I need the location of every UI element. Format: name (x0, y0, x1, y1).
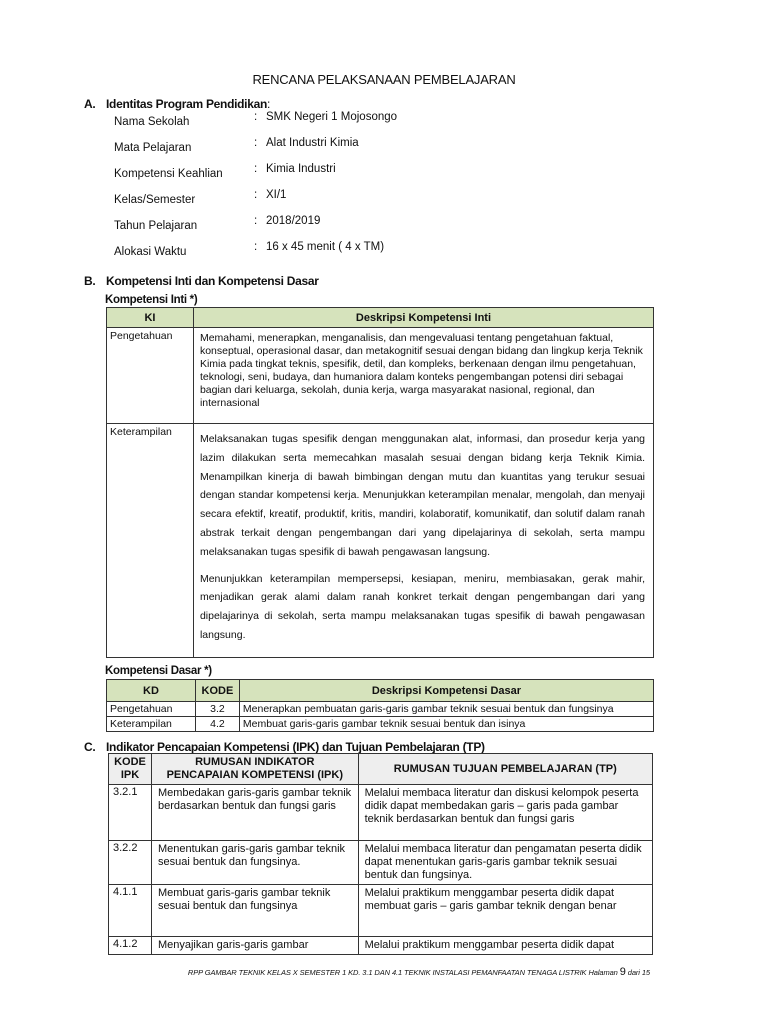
ipk-header-tp: RUMUSAN TUJUAN PEMBELAJARAN (TP) (358, 754, 652, 785)
section-b-number: B. (84, 274, 96, 288)
identity-colon: : (254, 241, 258, 253)
ki-cell: Keterampilan (107, 424, 194, 658)
table-row (109, 841, 653, 885)
ipk-header-kode (109, 754, 152, 785)
identity-colon: : (254, 163, 258, 175)
footer-text: RPP GAMBAR TEKNIK KELAS X SEMESTER 1 KD. 3.1 DAN 4.1 TEKNIK INSTALASI PEMANFAATAN TENAGA LISTRIK (187, 968, 587, 977)
kd-label: Kompetensi Dasar *) (105, 665, 212, 677)
footer-page-number: 9 (619, 966, 626, 978)
identity-colon: : (254, 215, 258, 227)
section-a-heading (84, 97, 270, 111)
ki-header-ki: KI (107, 308, 194, 328)
kd-desc-cell: Membuat garis-garis gambar teknik sesuai bentuk dan isinya (239, 717, 653, 732)
identity-row (114, 189, 614, 207)
identity-value: 16 x 45 menit ( 4 x TM) (266, 241, 385, 253)
identity-label: Nama Sekolah (114, 116, 190, 128)
tp-cell: Melalui membaca literatur dan pengamatan peserta didik dapat menentukan garis-garis gambar teknik sesuai bentuk dan fungsinya. (358, 841, 652, 885)
ipk-cell: Menyajikan garis-garis gambar (151, 937, 358, 955)
identity-row (114, 215, 614, 233)
tp-cell: Melalui praktikum menggambar peserta didik dapat (358, 937, 652, 955)
identity-value: Alat Industri Kimia (266, 137, 359, 149)
identity-row (114, 111, 614, 129)
ipk-header-kode-line: IPK (120, 769, 140, 781)
kd-table (106, 679, 654, 732)
kd-desc-cell: Menerapkan pembuatan garis-garis gambar teknik sesuai bentuk dan fungsinya (239, 702, 653, 717)
ipk-header-ipk-line: RUMUSAN INDIKATOR (195, 756, 315, 768)
section-b-title: Kompetensi Inti dan Kompetensi Dasar (106, 274, 319, 288)
ki-header-desc: Deskripsi Kompetensi Inti (193, 308, 653, 328)
section-b-heading (84, 274, 319, 288)
identity-label: Tahun Pelajaran (114, 220, 198, 232)
kd-cell: Keterampilan (107, 717, 196, 732)
ipk-kode-cell: 4.1.2 (109, 937, 152, 955)
kd-header-kd: KD (107, 680, 196, 702)
table-row (109, 937, 653, 955)
section-a-colon: : (266, 97, 271, 111)
identity-row (114, 241, 614, 259)
table-row (107, 424, 654, 658)
kd-header-kode: KODE (195, 680, 239, 702)
identity-value: 2018/2019 (266, 215, 321, 227)
section-c-title: Indikator Pencapaian Kompetensi (IPK) dan Tujuan Pembelajaran (TP) (106, 740, 485, 754)
ipk-table (108, 753, 653, 955)
section-c-heading (84, 740, 485, 754)
tp-cell: Melalui praktikum menggambar peserta didik dapat membuat garis – garis gambar teknik dengan benar (358, 885, 652, 937)
ipk-header-kode-line: KODE (114, 756, 146, 768)
table-row (107, 717, 654, 732)
identity-row (114, 137, 614, 155)
ipk-kode-cell: 3.2.2 (109, 841, 152, 885)
ki-label: Kompetensi Inti *) (105, 294, 198, 306)
page-footer (0, 966, 650, 978)
identity-value: XI/1 (266, 189, 287, 201)
section-a-title: Identitas Program Pendidikan (106, 97, 267, 111)
footer-halaman: Halaman (588, 968, 618, 977)
identity-colon: : (254, 137, 258, 149)
ki-desc-paragraph: Menunjukkan keterampilan mempersepsi, kesiapan, meniru, membiasakan, gerak mahir, menjadikan gerak alami dalam ranah konkret terkait dengan pengembangan dari yang dipelajarinya di sekolah, serta mampu melaksanakan tugas spesifik di bawah pengawasan langsung. (199, 572, 645, 641)
footer-total: dari 15 (627, 968, 650, 977)
document-title: RENCANA PELAKSANAAN PEMBELAJARAN (252, 72, 516, 87)
ipk-cell: Membuat garis-garis gambar teknik sesuai bentuk dan fungsinya (151, 885, 358, 937)
kd-kode-cell: 4.2 (195, 717, 239, 732)
ki-desc-cell: Memahami, menerapkan, menganalisis, dan mengevaluasi tentang pengetahuan faktual, konseptual, operasional dasar, dan metakognitif sesuai dengan bidang dan lingkup kerja Teknik Kimia pada tingkat teknis, spesifik, detil, dan kompleks, berkenaan dengan ilmu pengetahuan, teknologi, seni, budaya, dan humaniora dalam konteks pengembangan potensi diri sebagai bagian dari keluarga, sekolah, dunia kerja, warga masyarakat nasional, regional, dan internasional (193, 328, 653, 424)
ipk-kode-cell: 4.1.1 (109, 885, 152, 937)
ipk-header-ipk (151, 754, 358, 785)
section-a-number: A. (84, 97, 96, 111)
table-row (107, 328, 654, 424)
ki-desc-paragraph: Melaksanakan tugas spesifik dengan menggunakan alat, informasi, dan prosedur kerja yang lazim dilakukan serta memecahkan masalah sesuai dengan bidang kerja Teknik Kimia. Menampilkan kinerja di bawah bimbingan dengan mutu dan kuantitas yang terukur sesuai dengan standar kompetensi kerja. Menunjukkan keterampilan menalar, mengolah, dan menyaji secara efektif, kreatif, produktif, kritis, mandiri, kolaboratif, komunikatif, dan solutif dalam ranah abstrak terkait dengan pengembangan dari yang dipelajarinya di sekolah, serta mampu melaksanakan tugas spesifik di bawah pengawasan langsung. (199, 433, 645, 558)
ipk-header-ipk-line: PENCAPAIAN KOMPETENSI (IPK) (166, 769, 343, 781)
identity-label: Kelas/Semester (114, 194, 196, 206)
identity-row (114, 163, 614, 181)
ipk-cell: Membedakan garis-garis gambar teknik berdasarkan bentuk dan fungsi garis (151, 785, 358, 841)
tp-cell: Melalui membaca literatur dan diskusi kelompok peserta didik dapat membedakan garis – garis pada gambar teknik berdasarkan bentuk dan fungsi garis (358, 785, 652, 841)
table-row (107, 702, 654, 717)
identity-label: Kompetensi Keahlian (114, 168, 223, 180)
ki-desc-cell (193, 424, 653, 658)
ipk-kode-cell: 3.2.1 (109, 785, 152, 841)
identity-colon: : (254, 189, 258, 201)
identity-colon: : (254, 111, 258, 123)
identity-value: SMK Negeri 1 Mojosongo (266, 111, 398, 123)
kd-header-desc: Deskripsi Kompetensi Dasar (239, 680, 653, 702)
ki-table (106, 307, 654, 658)
identity-value: Kimia Industri (266, 163, 336, 175)
table-row (109, 785, 653, 841)
kd-kode-cell: 3.2 (195, 702, 239, 717)
table-row (109, 885, 653, 937)
kd-cell: Pengetahuan (107, 702, 196, 717)
ipk-cell: Menentukan garis-garis gambar teknik sesuai bentuk dan fungsinya. (151, 841, 358, 885)
identity-label: Mata Pelajaran (114, 142, 192, 154)
ki-cell: Pengetahuan (107, 328, 194, 424)
identity-label: Alokasi Waktu (114, 246, 187, 258)
section-c-number: C. (84, 740, 96, 754)
